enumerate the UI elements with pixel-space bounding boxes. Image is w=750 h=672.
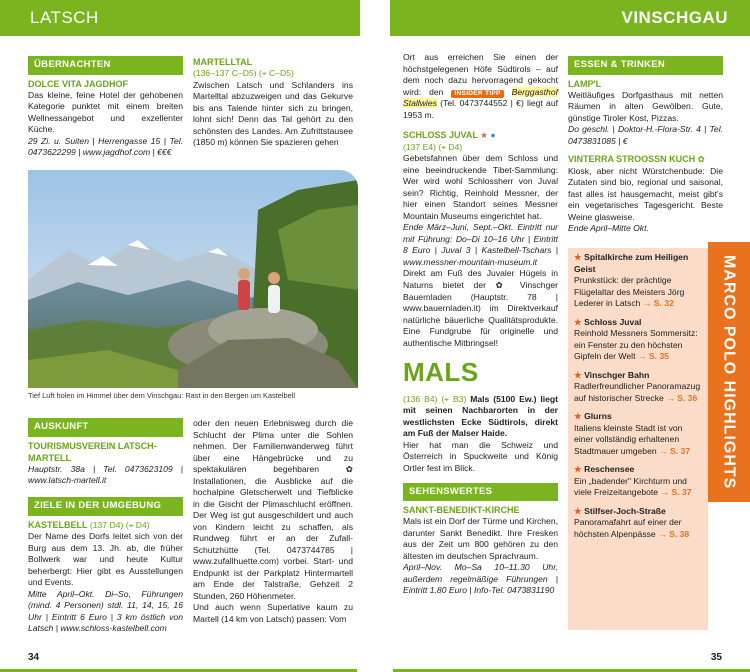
star-icon: ★ bbox=[574, 505, 582, 516]
star-icon: ★ bbox=[480, 130, 488, 141]
star-icon: ★ bbox=[574, 369, 582, 380]
highlight-text: Radlerfreundlicher Panoramazug auf historischer Strecke bbox=[574, 381, 701, 403]
highlight-title: Stilfser-Joch-Straße bbox=[584, 505, 666, 516]
erlebnisweg-text: oder den neuen Erlebnisweg durch die Schlucht der Plima unter die Sohlen nehmen. Der Familienwanderweg führt über eine Hängebrücke und zu spektakulären begehbaren ✿ Installationen, die Ausblicke auf die hochalpine Gletscherwelt und Tiefblicke in die Gischt der Plimaschlucht eröffnen. Der Weg ist gut ausgeschildert und auch von Kindern leicht zu schaffen, als Rundweg führt er an der Zufall-Schutzhütte (Tel. 0473744785 | www.zufallhuette.com) vorbei. Start- und Endpunkt ist der Parkplatz Hintermartell am Ende der Talstraße, Gehzeit 2 Stunden, 260 Höhenmeter. bbox=[193, 418, 353, 601]
star-icon: ★ bbox=[574, 464, 582, 475]
left-column-1 bbox=[28, 56, 183, 159]
mals-text: Hier hat man die Schweiz und Österreich in Spuckweite und König Ortler fest im Blick. bbox=[403, 439, 558, 473]
intro-text-a: Ort aus erreichen Sie einen der höchstgelegenen Höfe Südtirols – auf dem noch dazu hervorragend gekocht wird: den bbox=[403, 52, 558, 97]
benedikt-text: Mals ist ein Dorf der Türme und Kirchen, darunter Sankt Benedikt. Ihre Fresken aus der Zeit um 800 gehören zu den ältesten im deutschen Sprachraum. bbox=[403, 516, 558, 561]
benedikt-info: April–Nov. Mo–Sa 10–11.30 Uhr, außerdem regelmäßige Führungen | Eintritt 1,80 Euro | Info-Tel. 0473831190 bbox=[403, 562, 558, 596]
vinterra-info: Ende April–Mitte Okt. bbox=[568, 223, 649, 234]
highlight-ref: → S. 38 bbox=[658, 528, 690, 539]
vinterra-name: VINTERRA STROOSSN KUCH bbox=[568, 154, 696, 165]
juval-name: SCHLOSS JUVAL bbox=[403, 130, 478, 141]
kastelbell-meta: (137 D4) (⌖ D4) bbox=[89, 519, 150, 530]
highlight-text: Italiens kleinste Stadt ist von einer vollständig erhaltenen Stadtmauer umgeben bbox=[574, 422, 683, 456]
martelltal-text: Zwischen Latsch und Schlanders ins Martelltal abzuzweigen und das Gekurve bis ans Talende hinter sich zu bringen, lohnt sich! Denn das Tal gehört zu den schönsten des Landes. Am Zufrittstausee (1850 m) können Sie spazieren gehen bbox=[193, 79, 353, 148]
mountain-photo bbox=[28, 170, 358, 388]
left-column-2-top bbox=[193, 56, 353, 149]
tourism-office-name: TOURISMUSVEREIN LATSCH-MARTELL bbox=[28, 440, 157, 463]
highlight-item bbox=[574, 252, 702, 310]
marco-polo-highlights-tab bbox=[708, 242, 750, 502]
kastelbell-name: KASTELBELL bbox=[28, 519, 88, 530]
page-header-right bbox=[390, 0, 750, 36]
highlight-item bbox=[574, 370, 702, 405]
tourism-office-info: Hauptstr. 38a | Tel. 0473623109 | www.latsch-martell.it bbox=[28, 463, 183, 486]
page-number-left: 34 bbox=[28, 651, 40, 663]
highlight-title: Vinschger Bahn bbox=[584, 369, 650, 380]
mals-lead: Mals (5100 Ew.) liegt mit seinen Nachbarorten in der westlichsten Ecke Südtirols, direkt am Fuß der Malser Haide. bbox=[403, 393, 559, 439]
martelltal-meta: (136–137 C–D5) (⌖ C–D5) bbox=[193, 68, 294, 79]
page-number-right: 35 bbox=[710, 651, 722, 663]
highlight-text: Prunkstück: der prächtige Flügelaltar des Meisters Jörg Lederer in Latsch bbox=[574, 275, 685, 309]
essen-heading: ESSEN & TRINKEN bbox=[568, 56, 723, 75]
highlight-title: Reschensee bbox=[584, 464, 635, 475]
highlight-item bbox=[574, 317, 702, 363]
mals-meta: (136 B4) (⌖ B3) bbox=[403, 393, 467, 404]
highlight-text: Reinhold Messners Sommersitz: ein Fenster zu den höchsten Gipfeln der Welt bbox=[574, 328, 698, 362]
marco-polo-label: MARCO POLO HIGHLIGHTS bbox=[720, 254, 738, 490]
page-header-left bbox=[0, 0, 360, 36]
footer-line-right bbox=[393, 644, 750, 672]
bauernladen-text: Direkt am Fuß des Juvaler Hügels in Naturns bietet der ✿ Vinschger Bauernladen (Hauptstr. 78 | www.bauernladen.it) im Direktverkauf natürliche bäuerliche Qualitätsprodukte. Eine Fundgrube für originelle und authentische Mitbringsel! bbox=[403, 268, 558, 348]
vinterra-text: Kiosk, aber nicht Würstchenbude: Die Zutaten sind bio, regional und saisonal, fast alles ist hausgemacht, meist gibt's ein vegetarisches Tagesgericht. Beste Weine glasweise. bbox=[568, 165, 723, 222]
highlight-title: Spitalkirche zum Heiligen Geist bbox=[574, 252, 689, 274]
stallwies-intro bbox=[403, 52, 558, 121]
benedikt-name: SANKT-BENEDIKT-KIRCHE bbox=[403, 505, 520, 516]
kastelbell-text: Der Name des Dorfs leitet sich von der Burg aus dem 13. Jh. ab, die früher Bollwerk war und heute Kultur beherbergt: Hier gibt es Ausstellungen und Events. bbox=[28, 531, 183, 588]
kastelbell-info: Mitte April–Okt. Di–So, Führungen (mind. 4 Personen) stdl. 11, 14, 15, 16 Uhr | Eintritt 6 Euro | 3 km östlich von Latsch | www.schloss-kastelbell.com bbox=[28, 588, 183, 634]
highlight-ref: → S. 32 bbox=[642, 298, 674, 309]
leaf-icon: ✿ bbox=[697, 154, 705, 165]
auskunft-heading: AUSKUNFT bbox=[28, 418, 183, 437]
right-column-2-top bbox=[568, 56, 723, 235]
insider-tip-badge: INSIDER TIPP bbox=[451, 90, 503, 99]
star-icon: ★ bbox=[574, 411, 582, 422]
landscape-illustration bbox=[28, 170, 358, 388]
highlight-ref: → S. 37 bbox=[660, 487, 692, 498]
highlight-item bbox=[574, 411, 702, 457]
juval-text: Gebetsfahnen über dem Schloss und eine beeindruckende Tibet-Sammlung: Wer wird wohl Schlossherr von Juval sein? Richtig, Reinhold Messner, der hier einen Standort seines Messner Mountain Museums eingerichtet hat. bbox=[403, 153, 558, 221]
lampl-info: Do geschl. | Doktor-H.-Flora-Str. 4 | Tel. 0473831085 | € bbox=[568, 124, 723, 146]
ziele-heading: ZIELE IN DER UMGEBUNG bbox=[28, 497, 183, 516]
hotel-info: 29 Zi. u. Suiten | Herrengasse 15 | Tel. 0473622299 | www.jagdhof.com | €€€ bbox=[28, 135, 183, 158]
highlight-item bbox=[574, 506, 702, 541]
highlight-ref: → S. 37 bbox=[659, 445, 691, 456]
section-title-latsch: LATSCH bbox=[30, 7, 99, 27]
highlight-title: Glurns bbox=[584, 411, 612, 422]
star-icon: ★ bbox=[574, 316, 582, 327]
highlights-box bbox=[568, 248, 708, 630]
overnight-heading: ÜBERNACHTEN bbox=[28, 56, 183, 75]
hotel-name: DOLCE VITA JAGDHOF bbox=[28, 78, 129, 89]
footer-line-left bbox=[0, 644, 357, 672]
highlight-ref: → S. 36 bbox=[666, 392, 698, 403]
photo-caption: Tief Luft holen im Himmel über dem Vinschgau: Rast in den Bergen um Kastelbell bbox=[28, 391, 296, 400]
berggasthof-name: Berggasthof Stallwies bbox=[403, 86, 558, 109]
lampl-name: LAMP'L bbox=[568, 78, 602, 89]
hotel-text: Das kleine, feine Hotel der gehobenen Kategorie punktet mit einem breiten Wellnessangebot und exzellenter Küche. bbox=[28, 89, 183, 135]
juval-meta: (137 E4) (⌖ D4) bbox=[403, 141, 463, 152]
section-title-vinschgau: VINSCHGAU bbox=[621, 7, 728, 27]
highlight-text: Ein „badender" Kirchturm und viele Freizeitangebote bbox=[574, 475, 687, 498]
lampl-text: Weitläufiges Dorfgasthaus mit netten Räumen in alten Gewölben. Gute, günstige Tiroler Kost, Pizzas. bbox=[568, 89, 723, 123]
highlight-text: Panoramafahrt auf einer der höchsten Alpenpässe bbox=[574, 517, 682, 539]
mals-title: MALS bbox=[403, 357, 479, 388]
left-column-2-bottom bbox=[193, 418, 353, 625]
star-icon: ★ bbox=[574, 252, 582, 262]
blue-dot-icon: ● bbox=[490, 130, 496, 141]
highlight-ref: → S. 35 bbox=[637, 351, 669, 362]
right-column-1 bbox=[403, 52, 558, 597]
left-column-1-bottom bbox=[28, 418, 183, 635]
intro-text-b: (Tel. 0473744552 | €) liegt auf 1953 m. bbox=[403, 98, 558, 120]
highlight-title: Schloss Juval bbox=[584, 316, 642, 327]
martelltal-name: MARTELLTAL bbox=[193, 57, 253, 67]
martell-text-continued: Und auch wenn Superlative kaum zu Martell (14 km von Latsch) passen: Vom bbox=[193, 602, 353, 624]
juval-info: Ende März–Juni, Sept.–Okt. Eintritt nur mit Führung: Do–Di 10–16 Uhr | Eintritt 8 Euro | Juval 3 | Kastelbell-Tschars | www.messner-mountain-museum.it bbox=[403, 222, 558, 267]
sehenswertes-heading: SEHENSWERTES bbox=[403, 483, 558, 502]
highlight-item bbox=[574, 464, 702, 499]
